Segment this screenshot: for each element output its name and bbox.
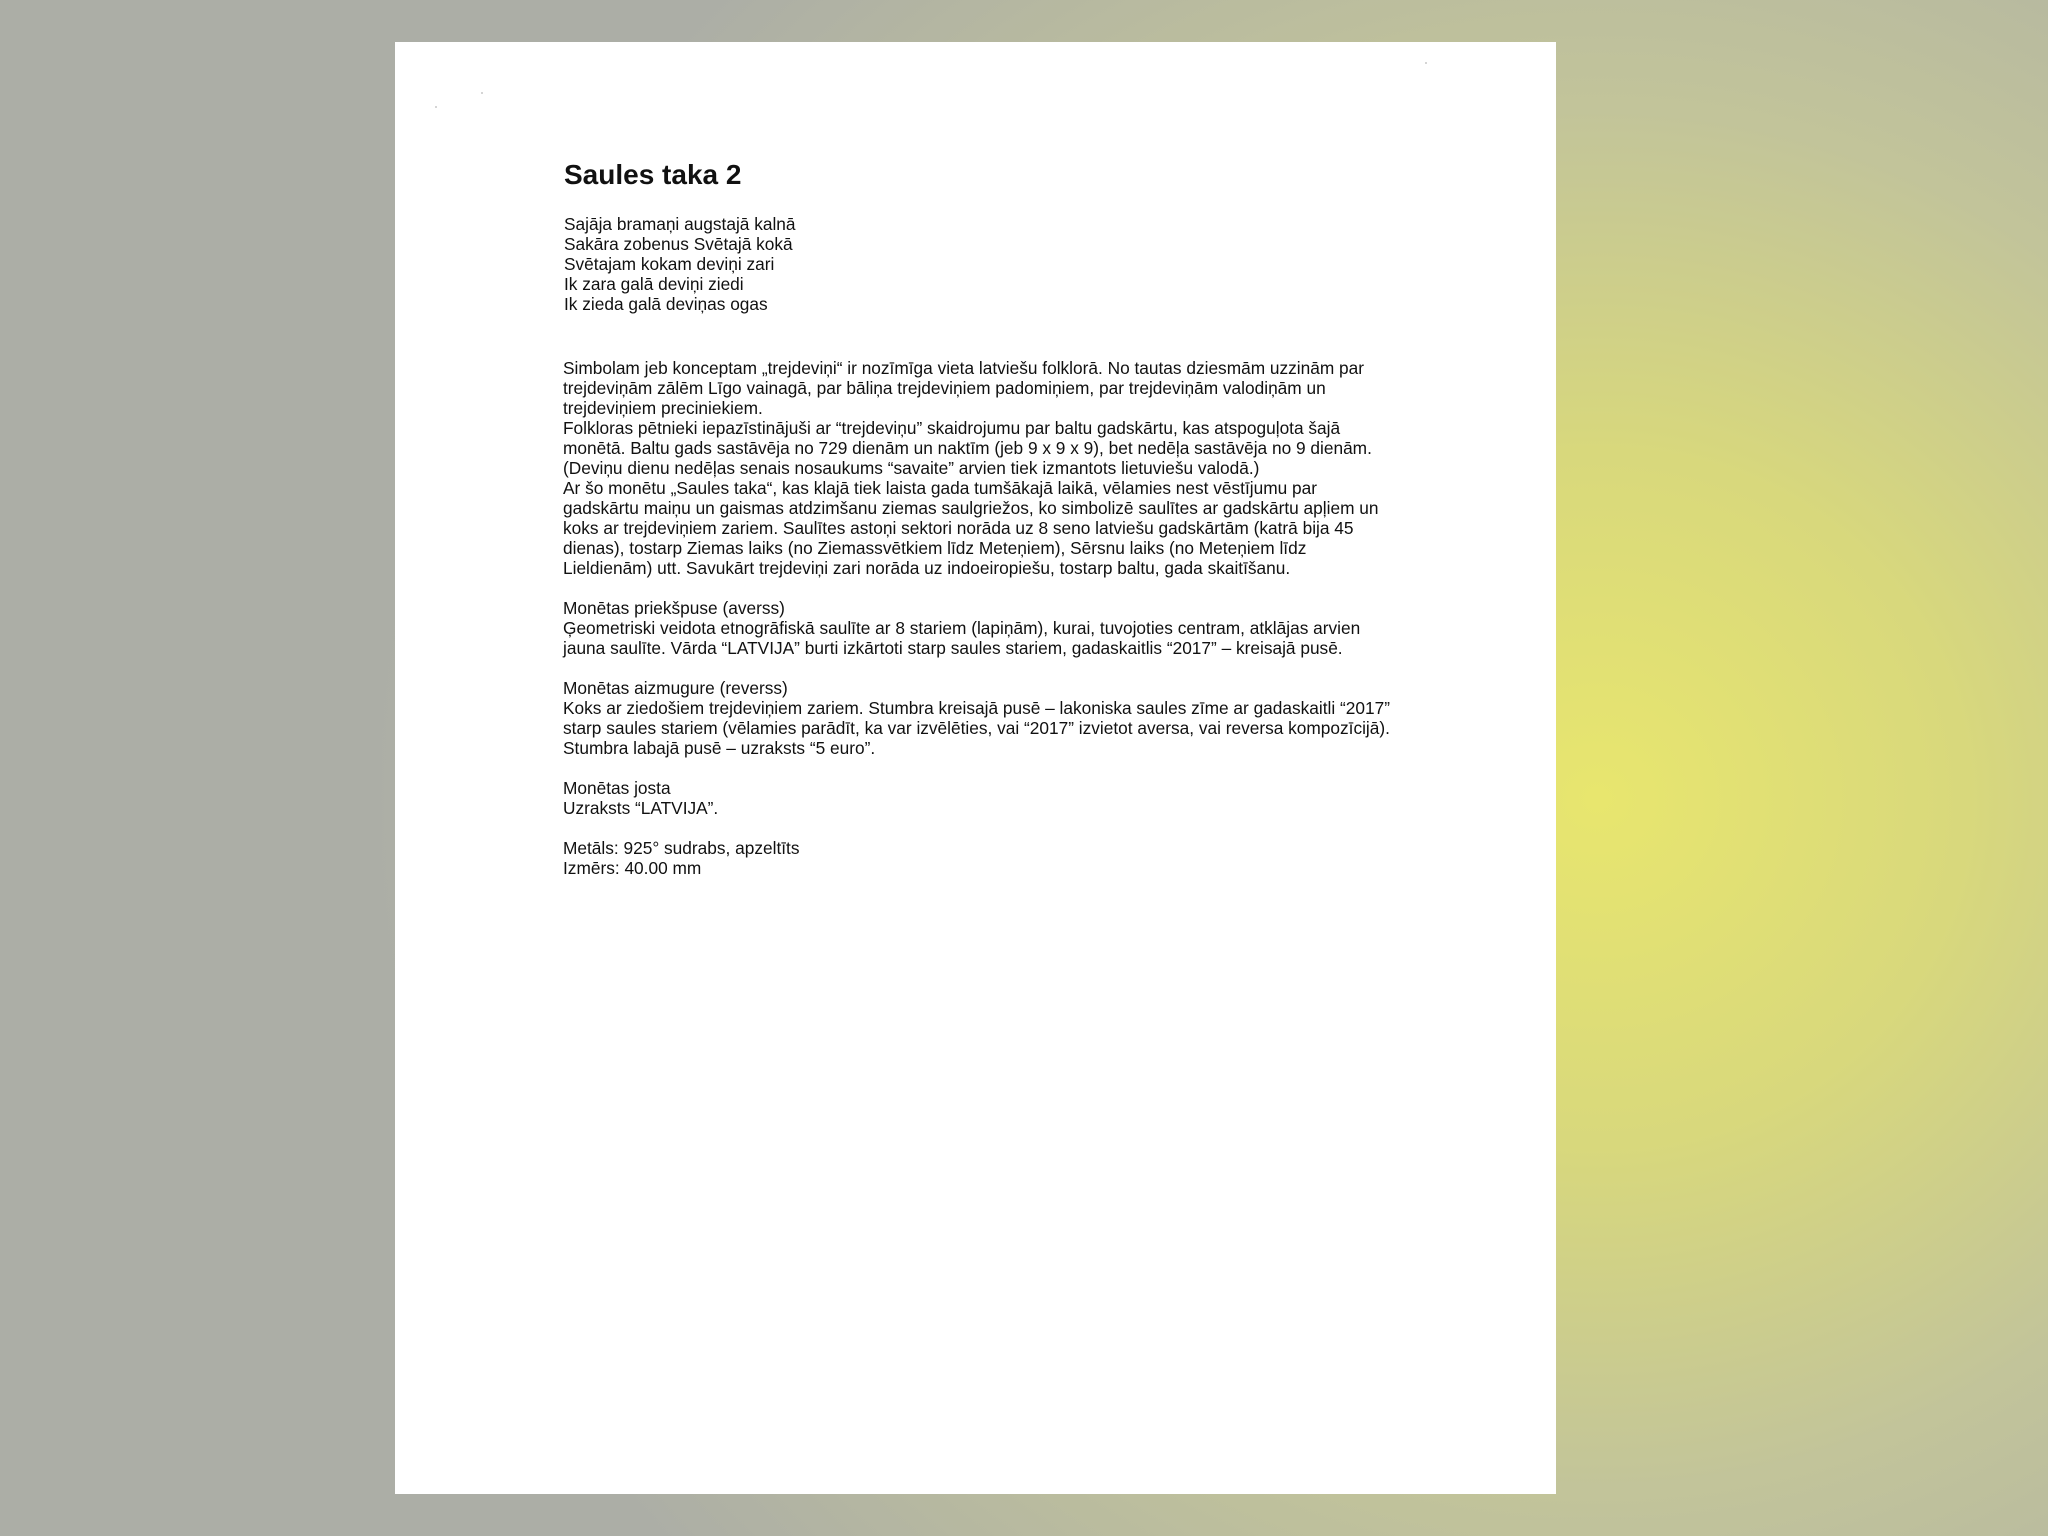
reverse-heading: Monētas aizmugure (reverss) [563,677,788,698]
body-paragraph: Ar šo monētu „Saules taka“, kas klajā tiek laista gada tumšākajā laikā, vēlamies nest vēstījumu par gadskārtu maiņu un gaismas atdzimšanu ziemas saulgriežos, ko simbolizē saulītes ar gadskārtu apļiem un koks ar trejdeviņiem zariem. Saulītes astoņi sektori norāda uz 8 seno latviešu gadskārtām (katrā bija 45 dienas), tostarp Ziemas laiks (no Ziemassvētkiem līdz Meteņiem), Sērsnu laiks (no Meteņiem līdz Lieldienām) utt. Savukārt trejdeviņi zari norāda uz indoeiropiešu, tostarp baltu, gada skaitīšanu. [563,477,1379,578]
body-paragraph: Simbolam jeb konceptam „trejdeviņi“ ir nozīmīga vieta latviešu folklorā. No tautas dziesmām uzzinām par trejdeviņām zālēm Līgo vainagā, par bāliņa trejdeviņiem padomiņiem, par trejdeviņām valodiņām un trejdeviņiem preciniekiem. [563,357,1365,418]
poem [564,214,1393,314]
document-page [395,42,1556,1494]
scan-speck [1425,62,1427,64]
poem-line: Ik zara galā deviņi ziedi [564,273,744,294]
edge-section [563,778,1393,818]
specs-section [563,838,1393,878]
reverse-text: Koks ar ziedošiem trejdeviņiem zariem. Stumbra kreisajā pusē – lakoniska saules zīme ar gadaskaitli “2017” starp saules stariem (vēlamies parādīt, ka var izvēlēties, vai “2017” izvietot aversa, vai reversa kompozīcijā). Stumbra labajā pusē – uzraksts “5 euro”. [563,697,1390,758]
spec-size: Izmērs: 40.00 mm [563,857,702,878]
scan-speck [481,92,483,94]
body-paragraph: Folkloras pētnieki iepazīstinājuši ar “trejdeviņu” skaidrojumu par baltu gadskārtu, kas atspoguļota šajā monētā. Baltu gads sastāvēja no 729 dienām un naktīm (jeb 9 x 9 x 9), bet nedēļa sastāvēja no 9 dienām. (Deviņu dienu nedēļas senais nosaukums “savaite” arvien tiek izmantots lietuviešu valodā.) [563,417,1372,478]
reverse-section [563,678,1393,758]
document-content [563,158,1393,878]
obverse-section [563,598,1393,658]
poem-line: Ik zieda galā deviņas ogas [564,293,768,314]
body-text [563,358,1393,578]
poem-line: Sakāra zobenus Svētajā kokā [564,233,793,254]
spec-metal: Metāls: 925° sudrabs, apzeltīts [563,837,800,858]
edge-text: Uzraksts “LATVIJA”. [563,797,719,818]
obverse-text: Ģeometriski veidota etnogrāfiskā saulīte ar 8 stariem (lapiņām), kurai, tuvojoties centram, atklājas arvien jauna saulīte. Vārda “LATVIJA” burti izkārtoti starp saules stariem, gadaskaitlis “2017” – kreisajā pusē. [563,617,1361,658]
obverse-heading: Monētas priekšpuse (averss) [563,597,785,618]
poem-line: Svētajam kokam deviņi zari [564,253,775,274]
document-title: Saules taka 2 [564,159,742,190]
scan-speck [435,106,437,108]
poem-line: Sajāja bramaņi augstajā kalnā [564,213,796,234]
edge-heading: Monētas josta [563,777,671,798]
